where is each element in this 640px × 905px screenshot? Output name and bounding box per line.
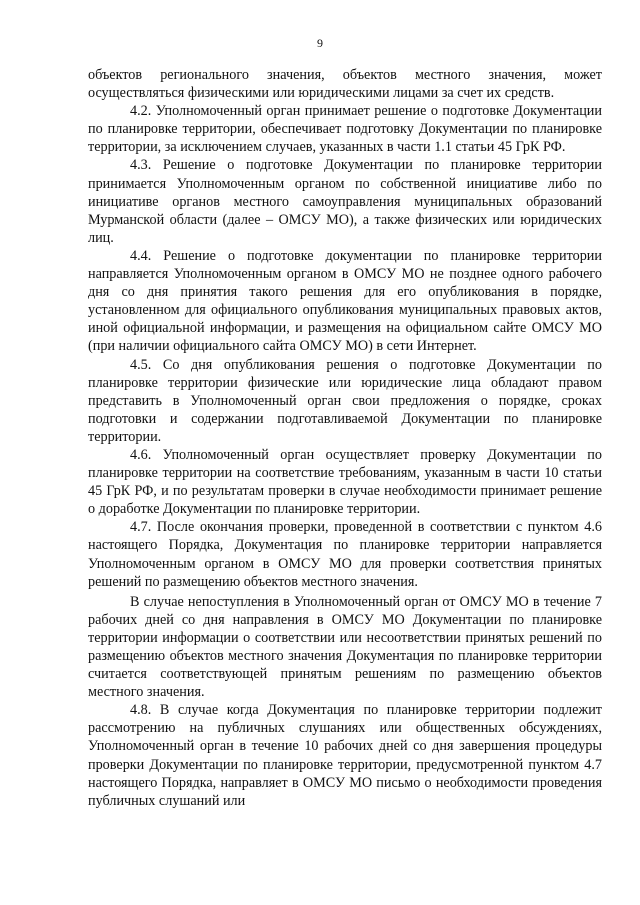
paragraph-4-6: 4.6. Уполномоченный орган осуществляет проверку Документации по планировке территории на соответствие требованиям, указанным в части 10 статьи 45 ГрК РФ, и по результатам проверки в случае необходимости принимает решение о доработке Документации по планировке территории. — [88, 446, 602, 518]
paragraph-4-4: 4.4. Решение о подготовке документации по планировке территории направляется Уполномоченным органом в ОМСУ МО не позднее одного рабочего дня со дня принятия такого решения для его опубликования в порядке, установленном для официального опубликования муниципальных правовых актов, иной официальной информации, и размещения на официальном сайте ОМСУ МО (при наличии официального сайта ОМСУ МО) в сети Интернет. — [88, 247, 602, 355]
paragraph-4-3: 4.3. Решение о подготовке Документации по планировке территории принимается Уполномоченным органом по собственной инициативе либо по инициативе органов местного самоуправления муниципальных образований Мурманской области (далее – ОМСУ МО), а также физических или юридических лиц. — [88, 157, 602, 246]
paragraph-4-5: 4.5. Со дня опубликования решения о подготовке Документации по планировке территории физические или юридические лица обладают правом представить в Уполномоченный орган свои предложения о порядке, сроках подготовки и содержании подготавливаемой Документации по планировке территории. — [88, 356, 602, 445]
paragraph-4-8: 4.8. В случае когда Документация по планировке территории подлежит рассмотрению на публичных слушаниях или общественных обсуждениях, Уполномоченный орган в течение 10 рабочих дней со дня завершения процедуры проверки Документации по планировке территории, предусмотренной пунктом 4.7 настоящего Порядка, направляет в ОМСУ МО письмо о необходимости проведения публичных слушаний или — [88, 702, 602, 809]
paragraph-4-7: 4.7. После окончания проверки, проведенной в соответствии с пунктом 4.6 настоящего Порядка, Документация по планировке территории направляется Уполномоченным органом в ОМСУ МО для проверки соответствия принятых решений по размещению объектов местного значения. — [88, 519, 602, 590]
paragraph-4-7-note: В случае непоступления в Уполномоченный орган от ОМСУ МО в течение 7 рабочих дней со дня направления в ОМСУ МО Документации по планировке территории информации о соответствии или несоответствии принятых решений по размещению объектов местного значения Документация по планировке территории считается соответствующей принятым решениям по размещению объектов местного значения. — [88, 593, 602, 701]
paragraph-continuation: объектов регионального значения, объектов местного значения, может осуществляться физическими или юридическими лицами за счет их средств. — [88, 67, 602, 102]
paragraph-4-2: 4.2. Уполномоченный орган принимает решение о подготовке Документации по планировке территории, обеспечивает подготовку Документации по планировке территории, за исключением случаев, указанных в части 1.1 статьи 45 ГрК РФ. — [88, 103, 602, 156]
document-body — [88, 66, 602, 810]
page-number: 9 — [317, 36, 323, 50]
